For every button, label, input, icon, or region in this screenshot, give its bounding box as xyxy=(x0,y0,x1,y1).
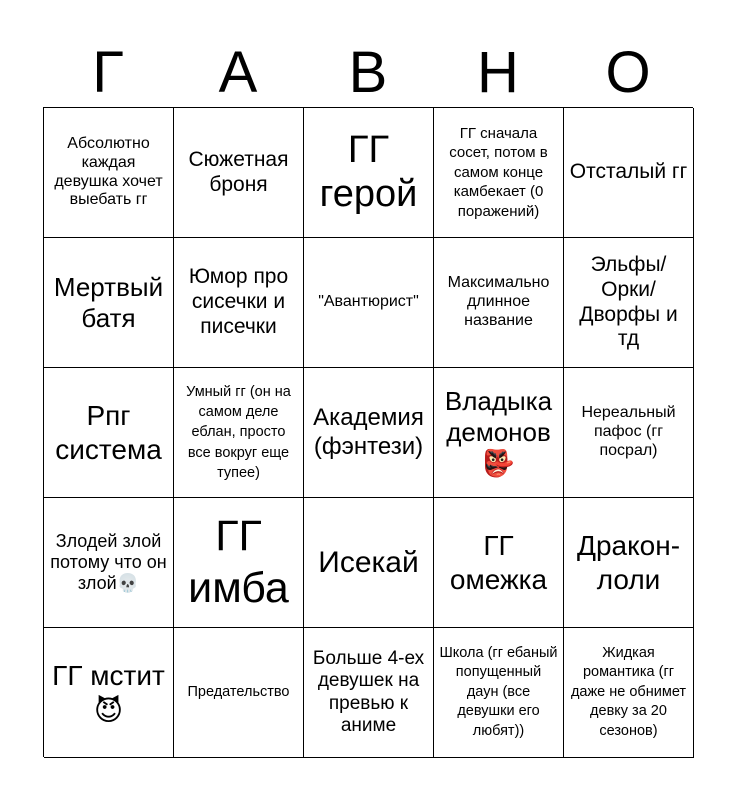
bingo-cell[interactable] xyxy=(564,368,694,498)
bingo-cell[interactable] xyxy=(304,628,434,758)
bingo-cell[interactable] xyxy=(304,108,434,238)
cell-text: Отсталый гг xyxy=(569,160,688,184)
bingo-cell[interactable] xyxy=(304,368,434,498)
cell-text: ГГ герой xyxy=(319,128,418,215)
cell-text: Нереальный пафос (гг посрал) xyxy=(581,404,676,459)
bingo-cell[interactable] xyxy=(564,628,694,758)
cell-text: Жидкая романтика (гг даже не обнимет девку за 20 сезонов) xyxy=(570,644,687,739)
header-letter-a: А xyxy=(218,40,258,105)
cell-text: Исекай xyxy=(318,545,419,579)
cell-text: Дракон-лоли xyxy=(576,530,681,595)
bingo-cell[interactable] xyxy=(44,238,174,368)
bingo-cell[interactable] xyxy=(564,238,694,368)
cell-text: Мертвый батя xyxy=(53,271,164,333)
cell-text: Абсолютно каждая девушка хочет выебать гг xyxy=(54,134,163,209)
bingo-cell[interactable] xyxy=(174,368,304,498)
bingo-cell[interactable] xyxy=(564,108,694,238)
cell-text: "Авантюрист" xyxy=(318,293,419,311)
bingo-cell[interactable] xyxy=(564,498,694,628)
bingo-cell[interactable] xyxy=(174,108,304,238)
bingo-cell[interactable] xyxy=(434,108,564,238)
bingo-cell[interactable] xyxy=(174,238,304,368)
cell-text: Рпг система xyxy=(55,400,162,465)
cell-text: Школа (гг ебаный попущенный даун (все девушки его любят)) xyxy=(439,644,558,739)
bingo-cell[interactable] xyxy=(304,238,434,368)
cell-text: Академия (фэнтези) xyxy=(313,404,424,460)
cell-text: Юмор про сисечки и писечки xyxy=(188,265,289,338)
bingo-header xyxy=(43,38,693,108)
header-letter-v: В xyxy=(348,40,388,105)
cell-text: Предательство xyxy=(187,683,290,700)
bingo-cell[interactable] xyxy=(44,368,174,498)
bingo-cell[interactable] xyxy=(44,498,174,628)
cell-text: Умный гг (он на самом деле еблан, просто все вокруг еще тупее) xyxy=(186,383,291,481)
bingo-cell[interactable] xyxy=(434,238,564,368)
header-letter-n: Н xyxy=(477,40,519,105)
bingo-cell[interactable] xyxy=(434,498,564,628)
cell-text: Эльфы/ Орки/ Дворфы и тд xyxy=(579,252,678,351)
bingo-grid xyxy=(43,107,693,757)
header-letter-g: Г xyxy=(92,40,124,105)
cell-text: Злодей злой потому что он злой💀 xyxy=(50,530,167,594)
bingo-cell[interactable] xyxy=(434,368,564,498)
bingo-cell[interactable] xyxy=(174,628,304,758)
cell-text: ГГ мстит 😈 xyxy=(52,659,165,726)
bingo-cell[interactable] xyxy=(44,108,174,238)
bingo-cell[interactable] xyxy=(434,628,564,758)
cell-text: ГГ сначала сосет, потом в самом конце камбекает (0 поражений) xyxy=(449,124,548,220)
bingo-cell[interactable] xyxy=(304,498,434,628)
cell-text: Сюжетная броня xyxy=(188,147,289,196)
cell-text: ГГ омежка xyxy=(449,530,548,595)
cell-text: Больше 4-ех девушек на превью к аниме xyxy=(312,647,425,736)
cell-text: Максимально длинное название xyxy=(447,274,550,329)
bingo-cell[interactable] xyxy=(44,628,174,758)
bingo-cell[interactable] xyxy=(174,498,304,628)
cell-text: Владыка демонов 👺 xyxy=(444,386,553,478)
cell-text: ГГ имба xyxy=(188,511,289,612)
header-letter-o: О xyxy=(605,40,651,105)
